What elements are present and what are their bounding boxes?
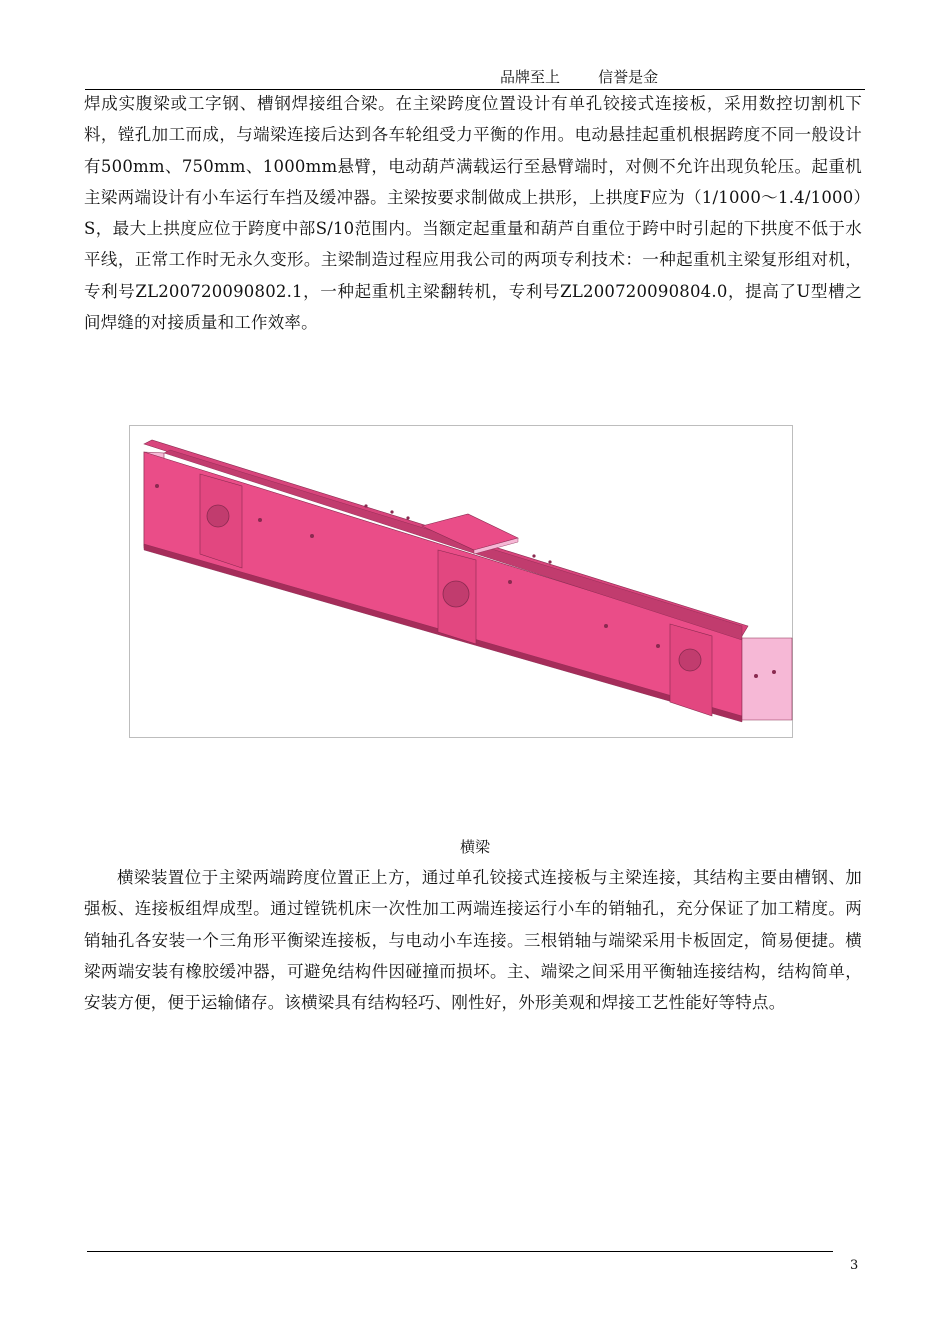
crossbeam-illustration [130, 426, 794, 739]
left-pin-hole [207, 505, 229, 527]
footer-rule [87, 1251, 833, 1252]
body-paragraph-2: 横梁装置位于主梁两端跨度位置正上方，通过单孔铰接式连接板与主梁连接，其结构主要由槽钢、加强板、连接板组焊成型。通过镗铣机床一次性加工两端连接运行小车的销轴孔，充分保证了加工精度。两销轴孔各安装一个三角形平衡梁连接板，与电动小车连接。三根销轴与端梁采用卡板固定，简易便捷。横梁两端安装有橡胶缓冲器，可避免结构件因碰撞而损坏。主、端梁之间采用平衡轴连接结构，结构简单，安装方便，便于运输储存。该横梁具有结构轻巧、刚性好，外形美观和焊接工艺性能好等特点。 [84, 868, 862, 1013]
crossbeam-figure [129, 425, 793, 738]
center-pin-hole [443, 581, 469, 607]
figure-caption: 横梁 [459, 838, 490, 856]
header-slogan: 品牌至上 信誉是金 [500, 68, 659, 86]
beam-right-end-plate [742, 638, 792, 720]
page-number: 3 [850, 1258, 859, 1273]
right-pin-hole [679, 649, 701, 671]
body-paragraph-1: 焊成实腹梁或工字钢、槽钢焊接组合梁。在主梁跨度位置设计有单孔铰接式连接板，采用数控切割机下料，镗孔加工而成，与端梁连接后达到各车轮组受力平衡的作用。电动悬挂起重机根据跨度不同一般设计有500mm、750mm、1000mm悬臂，电动葫芦满载运行至悬臂端时，对侧不允许出现负轮压。起重机主梁两端设计有小车运行车挡及缓冲器。主梁按要求制做成上拱形，上拱度F应为（1/1000～1.4/1000）S，最大上拱度应位于跨度中部S/10范围内。当额定起重量和葫芦自重位于跨中时引起的下拱度不低于水平线，正常工作时无永久变形。主梁制造过程应用我公司的两项专利技术：一种起重机主梁复形组对机，专利号ZL200720090802.1，一种起重机主梁翻转机，专利号ZL200720090804.0，提高了U型槽之间焊缝的对接质量和工作效率。 [84, 94, 862, 333]
